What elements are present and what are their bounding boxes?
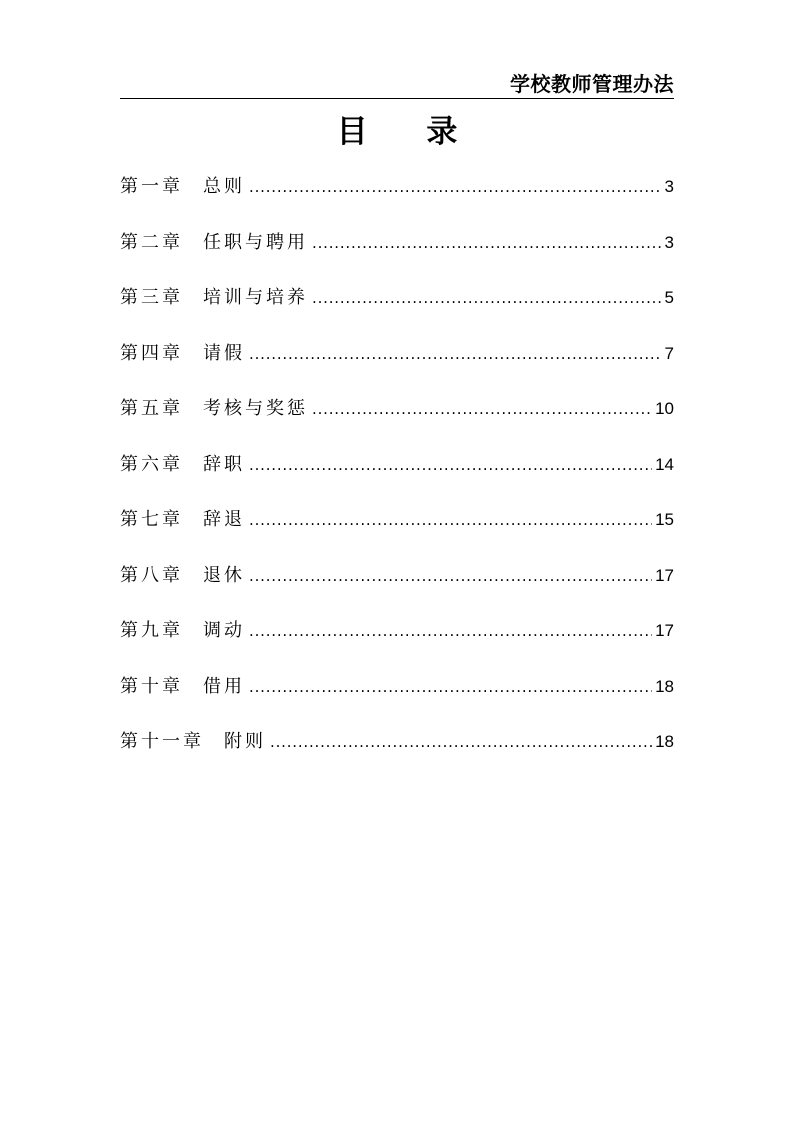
chapter-title: 请假 bbox=[203, 342, 245, 364]
toc-title: 目 录 bbox=[336, 114, 482, 150]
page-number: 18 bbox=[655, 732, 674, 751]
page-number: 18 bbox=[655, 676, 674, 696]
chapter-title: 退休 bbox=[203, 564, 245, 586]
document-title: 学校教师管理办法 bbox=[510, 72, 674, 96]
page-number: 15 bbox=[655, 510, 674, 529]
toc-entry[interactable] bbox=[120, 283, 674, 339]
dot-leader bbox=[249, 178, 662, 196]
chapter-title: 调动 bbox=[203, 620, 245, 641]
chapter-number: 第三章 bbox=[120, 287, 183, 308]
chapter-number: 第八章 bbox=[120, 564, 183, 586]
toc-entry[interactable] bbox=[120, 172, 674, 228]
toc-entry[interactable] bbox=[120, 672, 674, 728]
dot-leader bbox=[249, 678, 652, 696]
chapter-number: 第十章 bbox=[120, 675, 183, 697]
dot-leader bbox=[312, 289, 662, 307]
dot-leader bbox=[249, 622, 652, 640]
chapter-title: 任职与聘用 bbox=[203, 231, 308, 253]
toc-list bbox=[120, 172, 674, 783]
page-number: 3 bbox=[664, 177, 674, 196]
chapter-number: 第六章 bbox=[120, 453, 183, 475]
chapter-title: 附则 bbox=[224, 731, 266, 752]
page-number: 14 bbox=[655, 454, 674, 474]
chapter-number: 第十一章 bbox=[120, 731, 204, 752]
page-number: 7 bbox=[664, 343, 674, 363]
toc-entry[interactable] bbox=[120, 450, 674, 506]
page-number: 5 bbox=[664, 288, 674, 307]
chapter-title: 辞退 bbox=[203, 509, 245, 530]
dot-leader bbox=[249, 456, 652, 474]
chapter-number: 第一章 bbox=[120, 176, 183, 197]
toc-entry[interactable] bbox=[120, 727, 674, 783]
chapter-number: 第二章 bbox=[120, 231, 183, 253]
toc-entry[interactable] bbox=[120, 616, 674, 672]
chapter-title: 辞职 bbox=[203, 453, 245, 475]
page-number: 3 bbox=[664, 232, 674, 252]
dot-leader bbox=[249, 511, 652, 529]
page-number: 17 bbox=[655, 565, 674, 585]
chapter-number: 第九章 bbox=[120, 620, 183, 641]
toc-entry[interactable] bbox=[120, 561, 674, 617]
toc-entry[interactable] bbox=[120, 394, 674, 450]
chapter-title: 培训与培养 bbox=[203, 287, 308, 308]
dot-leader bbox=[312, 234, 662, 252]
page-header bbox=[120, 66, 674, 99]
dot-leader bbox=[249, 567, 652, 585]
chapter-number: 第四章 bbox=[120, 342, 183, 364]
chapter-number: 第五章 bbox=[120, 398, 183, 419]
dot-leader bbox=[312, 400, 652, 418]
dot-leader bbox=[270, 733, 652, 751]
chapter-number: 第七章 bbox=[120, 509, 183, 530]
chapter-title: 总则 bbox=[203, 176, 245, 197]
chapter-title: 借用 bbox=[203, 675, 245, 697]
toc-entry[interactable] bbox=[120, 339, 674, 395]
toc-entry[interactable] bbox=[120, 228, 674, 284]
toc-entry[interactable] bbox=[120, 505, 674, 561]
page-number: 17 bbox=[655, 621, 674, 640]
dot-leader bbox=[249, 345, 662, 363]
chapter-title: 考核与奖惩 bbox=[203, 398, 308, 419]
page-number: 10 bbox=[655, 399, 674, 418]
